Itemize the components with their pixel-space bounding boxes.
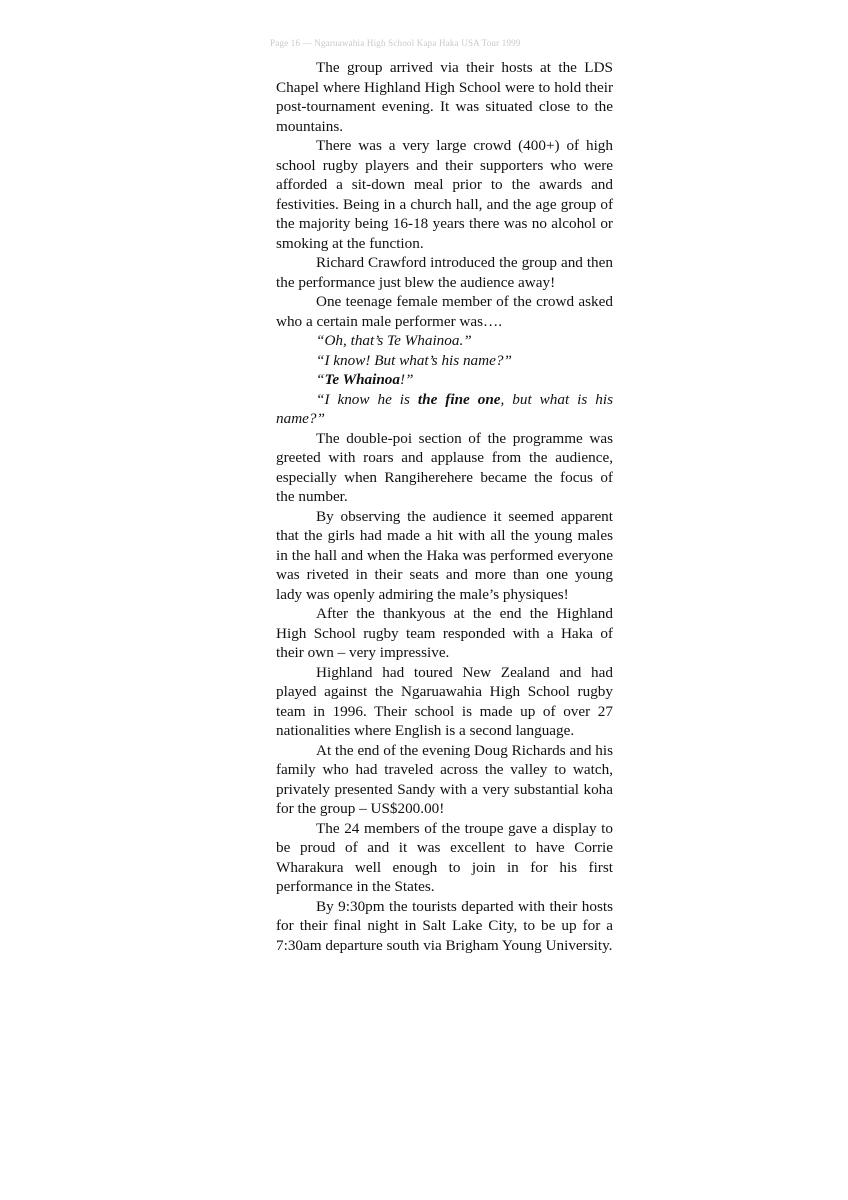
dialogue-emphasis: the fine one: [417, 390, 501, 408]
paragraph: Highland had toured New Zealand and had played against the Ngaruawahia High School rugby team in 1996. Their school is made up of over 27 nationalities where English is a second language.: [276, 663, 613, 739]
dialogue-quote-open: “: [316, 371, 325, 388]
dialogue-text: , but what is his name?”: [276, 390, 613, 427]
dialogue-text: “I know he is: [316, 390, 418, 408]
page-header: Page 16 — Ngaruawahia High School Kapa Haka USA Tour 1999: [270, 38, 521, 48]
dialogue-line: [276, 370, 613, 390]
dialogue-name-bold: Te Whainoa: [324, 371, 400, 388]
paragraph: The 24 members of the troupe gave a display to be proud of and it was excellent to have Corrie Wharakura well enough to join in for his first performance in the States.: [276, 819, 613, 895]
paragraph: By observing the audience it seemed apparent that the girls had made a hit with all the young males in the hall and when the Haka was performed everyone was riveted in their seats and more than one young lady was openly admiring the male’s physiques!: [276, 507, 613, 603]
paragraph: After the thankyous at the end the Highland High School rugby team responded with a Haka of their own – very impressive.: [276, 605, 613, 661]
paragraph: There was a very large crowd (400+) of high school rugby players and their supporters who were afforded a sit-down meal prior to the awards and festivities. Being in a church hall, and the age group of the majority being 16-18 years there was no alcohol or smoking at the function.: [276, 137, 613, 252]
dialogue-quote-close: !”: [400, 371, 414, 388]
dialogue-line: [276, 390, 613, 429]
paragraph: The double-poi section of the programme was greeted with roars and applause from the audience, especially when Rangiherehere became the focus of the number.: [276, 429, 613, 505]
paragraph: At the end of the evening Doug Richards and his family who had traveled across the valley to watch, privately presented Sandy with a very substantial koha for the group – US$200.00!: [276, 741, 613, 817]
paragraph: By 9:30pm the tourists departed with their hosts for their final night in Salt Lake City, to be up for a 7:30am departure south via Brigham Young University.: [276, 897, 613, 954]
paragraph: One teenage female member of the crowd asked who a certain male performer was….: [276, 293, 613, 330]
paragraph: Richard Crawford introduced the group and then the performance just blew the audience away!: [276, 254, 613, 291]
article-body: [276, 58, 613, 955]
paragraph: The group arrived via their hosts at the LDS Chapel where Highland High School were to hold their post-tournament evening. It was situated close to the mountains.: [276, 59, 613, 135]
dialogue-line: “I know! But what’s his name?”: [316, 351, 512, 369]
dialogue-line: “Oh, that’s Te Whainoa.”: [316, 332, 472, 349]
